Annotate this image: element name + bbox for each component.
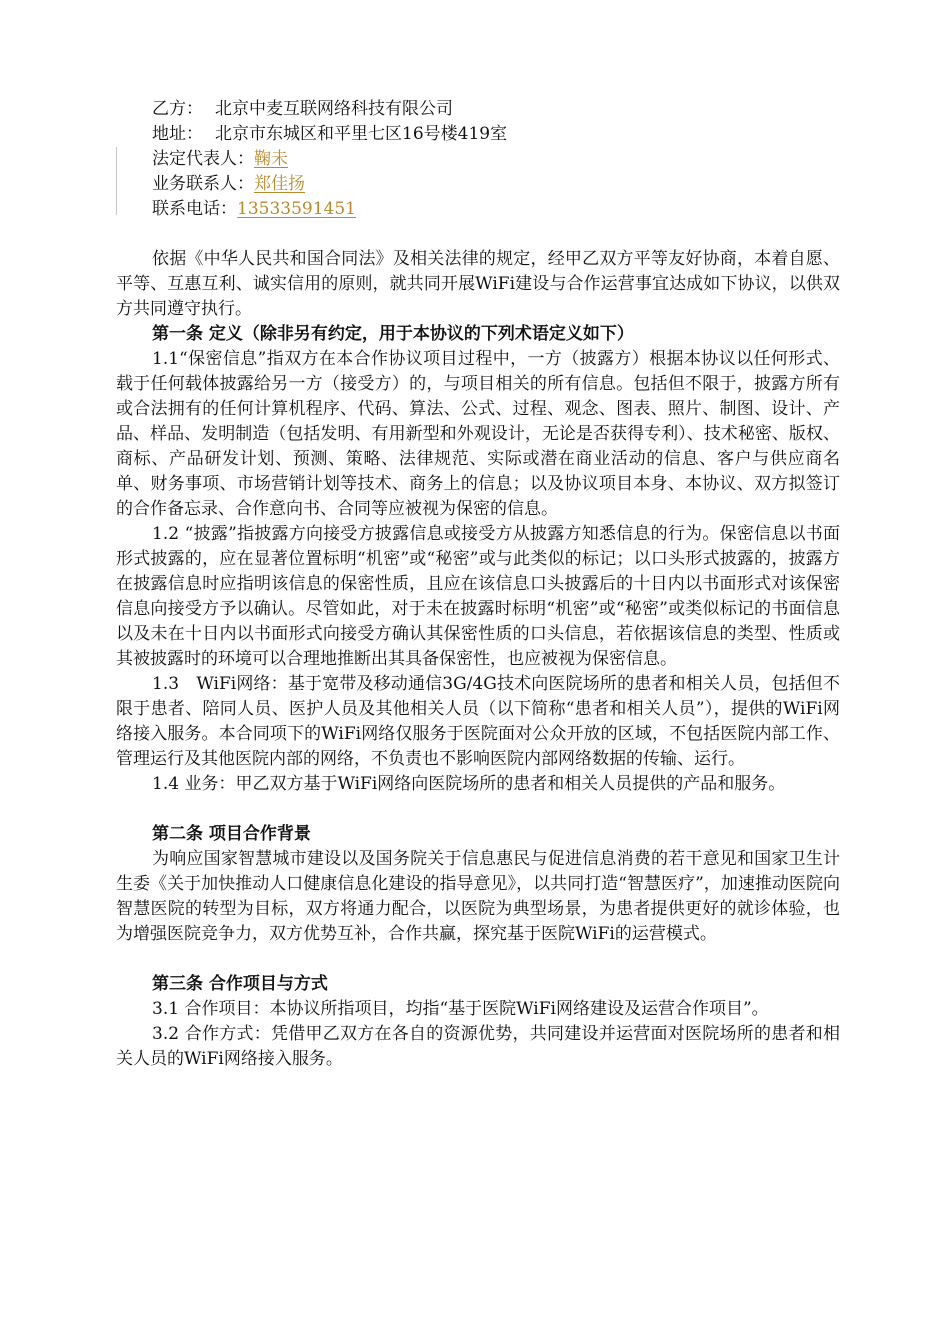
article3-item: 3.1 合作项目：本协议所指项目，均指“基于医院WiFi网络建设及运营合作项目”。 bbox=[152, 999, 769, 1019]
legal-rep-label: 法定代表人： bbox=[152, 149, 254, 169]
address-value: 北京市东城区和平里七区16号楼419室 bbox=[215, 124, 508, 144]
phone-label: 联系电话： bbox=[152, 199, 237, 219]
article3-heading: 第三条 合作项目与方式 bbox=[152, 974, 328, 994]
party-b-value: 北京中麦互联网络科技有限公司 bbox=[215, 99, 453, 119]
party-b-line bbox=[152, 97, 840, 122]
article1-item: 1.2 “披露”指披露方向接受方披露信息或接受方从披露方知悉信息的行为。保密信息以书面形式披露的，应在显著位置标明“机密”或“秘密”或与此类似的标记；以口头形式披露的，披露方在披露信息时应指明该信息的保密性质，且应在该信息口头披露后的十日内以书面形式对该保密信息向接受方予以确认。尽管如此，对于未在披露时标明“机密”或“秘密”或类似标记的书面信息以及未在十日内以书面形式向接受方确认其保密性质的口头信息，若依据该信息的类型、性质或其被披露时的环境可以合理地推断出其具备保密性，也应被视为保密信息。 bbox=[116, 524, 840, 669]
contact-label: 业务联系人： bbox=[152, 174, 254, 194]
phone-line bbox=[152, 197, 840, 222]
article1-item: 1.3 WiFi网络：基于宽带及移动通信3G/4G技术向医院场所的患者和相关人员，包括但不限于患者、陪同人员、医护人员及其他相关人员（以下简称“患者和相关人员”），提供的WiFi网络接入服务。本合同项下的WiFi网络仅服务于医院面对公众开放的区域，不包括医院内部工作、管理运行及其他医院内部的网络，不负责也不影响医院内部网络数据的传输、运行。 bbox=[116, 674, 840, 769]
contact-line bbox=[152, 172, 840, 197]
address-line bbox=[152, 122, 840, 147]
article2-heading: 第二条 项目合作背景 bbox=[152, 824, 311, 844]
article1-item: 1.4 业务：甲乙双方基于WiFi网络向医院场所的患者和相关人员提供的产品和服务。 bbox=[152, 774, 786, 794]
address-label: 地址： bbox=[152, 124, 203, 144]
margin-rule bbox=[116, 147, 117, 215]
phone-link[interactable]: 13533591451 bbox=[237, 199, 356, 219]
party-b-info bbox=[116, 97, 840, 222]
contact-link[interactable]: 郑佳扬 bbox=[254, 174, 305, 194]
article1-heading: 第一条 定义（除非另有约定，用于本协议的下列术语定义如下） bbox=[152, 324, 634, 344]
legal-rep-line bbox=[152, 147, 840, 172]
document-page bbox=[116, 97, 840, 1072]
article1-item: 1.1“保密信息”指双方在本合作协议项目过程中，一方（披露方）根据本协议以任何形式、载于任何载体披露给另一方（接受方）的，与项目相关的所有信息。包括但不限于，披露方所有或合法拥有的任何计算机程序、代码、算法、公式、过程、观念、图表、照片、制图、设计、产品、样品、发明制造（包括发明、有用新型和外观设计，无论是否获得专利）、技术秘密、版权、商标、产品研发计划、预测、策略、法律规范、实际或潜在商业活动的信息、客户与供应商名单、财务事项、市场营销计划等技术、商务上的信息；以及协议项目本身、本协议、双方拟签订的合作备忘录、合作意向书、合同等应被视为保密的信息。 bbox=[116, 349, 840, 519]
legal-rep-link[interactable]: 鞠未 bbox=[254, 149, 288, 169]
article2-body: 为响应国家智慧城市建设以及国务院关于信息惠民与促进信息消费的若干意见和国家卫生计生委《关于加快推动人口健康信息化建设的指导意见》，以共同打造“智慧医疗”，加速推动医院向智慧医院的转型为目标，双方将通力配合，以医院为典型场景，为患者提供更好的就诊体验，也为增强医院竞争力，双方优势互补，合作共赢，探究基于医院WiFi的运营模式。 bbox=[116, 849, 840, 944]
article3-item: 3.2 合作方式：凭借甲乙双方在各自的资源优势，共同建设并运营面对医院场所的患者和相关人员的WiFi网络接入服务。 bbox=[116, 1024, 840, 1069]
intro-paragraph: 依据《中华人民共和国合同法》及相关法律的规定，经甲乙双方平等友好协商，本着自愿、平等、互惠互利、诚实信用的原则，就共同开展WiFi建设与合作运营事宜达成如下协议，以供双方共同遵守执行。 bbox=[116, 249, 840, 319]
party-b-label: 乙方： bbox=[152, 99, 203, 119]
